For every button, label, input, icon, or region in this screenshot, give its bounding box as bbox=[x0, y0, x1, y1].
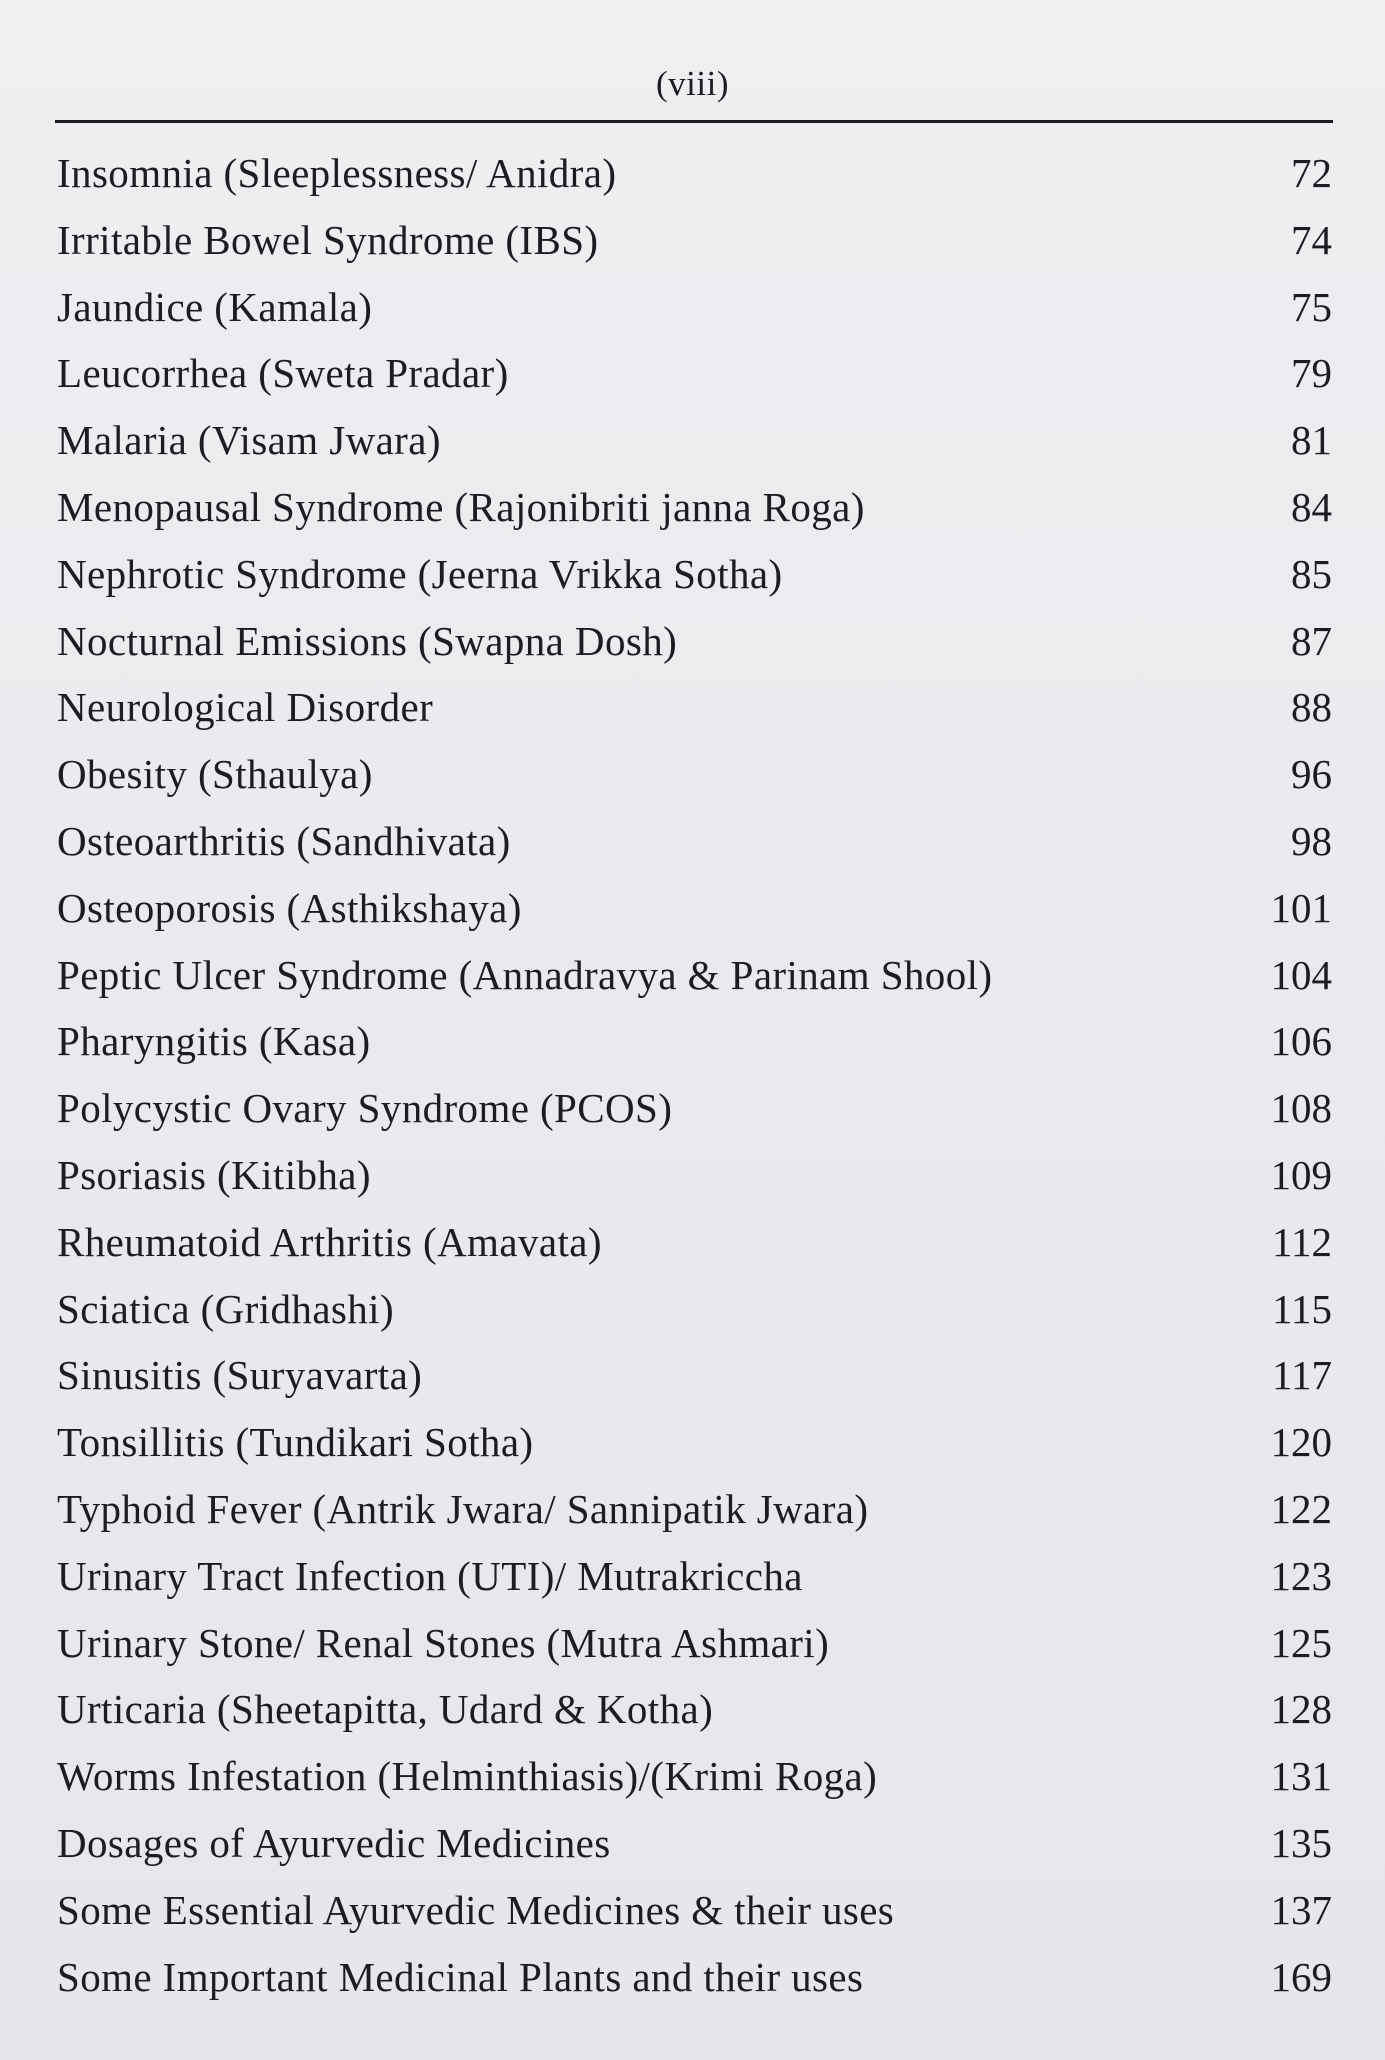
index-entry bbox=[0, 674, 1385, 741]
entry-page-number: 81 bbox=[1291, 417, 1332, 464]
index-entry bbox=[0, 140, 1385, 207]
entry-title: Osteoarthritis (Sandhivata) bbox=[57, 817, 511, 864]
index-entry bbox=[0, 1543, 1385, 1610]
entry-title: Sciatica (Gridhashi) bbox=[57, 1285, 395, 1332]
entry-title: Urinary Stone/ Renal Stones (Mutra Ashmari) bbox=[57, 1619, 830, 1666]
entry-page-number: 72 bbox=[1291, 150, 1332, 196]
index-entry bbox=[0, 407, 1385, 474]
entry-title: Urinary Tract Infection (UTI)/ Mutrakriccha bbox=[57, 1552, 803, 1599]
index-entry bbox=[0, 875, 1385, 942]
entry-page-number: 125 bbox=[1270, 1619, 1332, 1666]
index-entry bbox=[0, 1142, 1385, 1209]
entry-title: Psoriasis (Kitibha) bbox=[57, 1151, 371, 1198]
index-entry bbox=[0, 608, 1385, 675]
entry-title: Jaundice (Kamala) bbox=[57, 283, 373, 330]
entry-page-number: 104 bbox=[1270, 951, 1332, 998]
entry-title: Nocturnal Emissions (Swapna Dosh) bbox=[57, 617, 678, 664]
entry-title: Pharyngitis (Kasa) bbox=[57, 1018, 371, 1065]
index-list bbox=[0, 140, 1385, 2010]
entry-page-number: 128 bbox=[1270, 1686, 1332, 1733]
entry-page-number: 84 bbox=[1291, 483, 1332, 530]
entry-page-number: 131 bbox=[1270, 1753, 1332, 1800]
entry-page-number: 122 bbox=[1270, 1485, 1332, 1532]
entry-title: Some Important Medicinal Plants and their uses bbox=[57, 1953, 864, 2000]
entry-title: Leucorrhea (Sweta Pradar) bbox=[57, 350, 509, 397]
index-entry bbox=[0, 1676, 1385, 1743]
index-entry bbox=[0, 1075, 1385, 1142]
entry-title: Some Essential Ayurvedic Medicines & their uses bbox=[57, 1886, 895, 1933]
entry-page-number: 96 bbox=[1291, 751, 1332, 798]
entry-page-number: 79 bbox=[1291, 350, 1332, 397]
entry-page-number: 135 bbox=[1270, 1819, 1332, 1866]
entry-title: Polycystic Ovary Syndrome (PCOS) bbox=[57, 1085, 673, 1132]
entry-title: Urticaria (Sheetapitta, Udard & Kotha) bbox=[57, 1686, 714, 1733]
entry-title: Neurological Disorder bbox=[57, 684, 434, 731]
index-entry bbox=[0, 474, 1385, 541]
entry-page-number: 112 bbox=[1272, 1218, 1332, 1265]
entry-page-number: 137 bbox=[1270, 1886, 1332, 1933]
index-entry bbox=[0, 1877, 1385, 1944]
entry-title: Osteoporosis (Asthikshaya) bbox=[57, 884, 522, 931]
entry-page-number: 123 bbox=[1270, 1552, 1332, 1599]
index-entry bbox=[0, 1610, 1385, 1677]
index-entry bbox=[0, 1209, 1385, 1276]
index-entry bbox=[0, 942, 1385, 1009]
entry-page-number: 74 bbox=[1291, 216, 1332, 263]
entry-page-number: 169 bbox=[1270, 1953, 1332, 2000]
entry-page-number: 101 bbox=[1270, 884, 1332, 931]
entry-page-number: 88 bbox=[1291, 684, 1332, 731]
entry-title: Worms Infestation (Helminthiasis)/(Krimi Roga) bbox=[57, 1753, 878, 1800]
entry-page-number: 106 bbox=[1270, 1018, 1332, 1065]
page-number: (viii) bbox=[656, 64, 729, 103]
entry-page-number: 98 bbox=[1291, 817, 1332, 864]
entry-page-number: 87 bbox=[1291, 617, 1332, 664]
entry-page-number: 117 bbox=[1272, 1352, 1332, 1399]
index-entry bbox=[0, 808, 1385, 875]
index-entry bbox=[0, 1008, 1385, 1075]
entry-title: Irritable Bowel Syndrome (IBS) bbox=[57, 216, 599, 263]
index-entry bbox=[0, 1476, 1385, 1543]
entry-title: Sinusitis (Suryavarta) bbox=[57, 1352, 423, 1399]
index-entry bbox=[0, 1743, 1385, 1810]
entry-page-number: 115 bbox=[1272, 1285, 1332, 1332]
index-entry bbox=[0, 1276, 1385, 1343]
index-entry bbox=[0, 541, 1385, 608]
index-entry bbox=[0, 1944, 1385, 2011]
index-entry bbox=[0, 741, 1385, 808]
header-rule bbox=[55, 120, 1333, 123]
entry-title: Menopausal Syndrome (Rajonibriti janna Roga) bbox=[57, 483, 865, 530]
entry-page-number: 85 bbox=[1291, 550, 1332, 597]
entry-page-number: 109 bbox=[1270, 1151, 1332, 1198]
entry-title: Typhoid Fever (Antrik Jwara/ Sannipatik Jwara) bbox=[57, 1485, 869, 1532]
entry-page-number: 120 bbox=[1270, 1419, 1332, 1466]
index-entry bbox=[0, 340, 1385, 407]
entry-title: Insomnia (Sleeplessness/ Anidra) bbox=[57, 150, 617, 196]
index-entry bbox=[0, 274, 1385, 341]
index-entry bbox=[0, 1342, 1385, 1409]
entry-page-number: 75 bbox=[1291, 283, 1332, 330]
entry-title: Rheumatoid Arthritis (Amavata) bbox=[57, 1218, 602, 1265]
index-entry bbox=[0, 1810, 1385, 1877]
entry-title: Dosages of Ayurvedic Medicines bbox=[57, 1819, 611, 1866]
index-entry bbox=[0, 1409, 1385, 1476]
index-entry bbox=[0, 207, 1385, 274]
entry-title: Malaria (Visam Jwara) bbox=[57, 417, 441, 464]
entry-page-number: 108 bbox=[1270, 1085, 1332, 1132]
entry-title: Peptic Ulcer Syndrome (Annadravya & Parinam Shool) bbox=[57, 951, 993, 998]
entry-title: Nephrotic Syndrome (Jeerna Vrikka Sotha) bbox=[57, 550, 783, 597]
entry-title: Tonsillitis (Tundikari Sotha) bbox=[57, 1419, 534, 1466]
entry-title: Obesity (Sthaulya) bbox=[57, 751, 373, 798]
